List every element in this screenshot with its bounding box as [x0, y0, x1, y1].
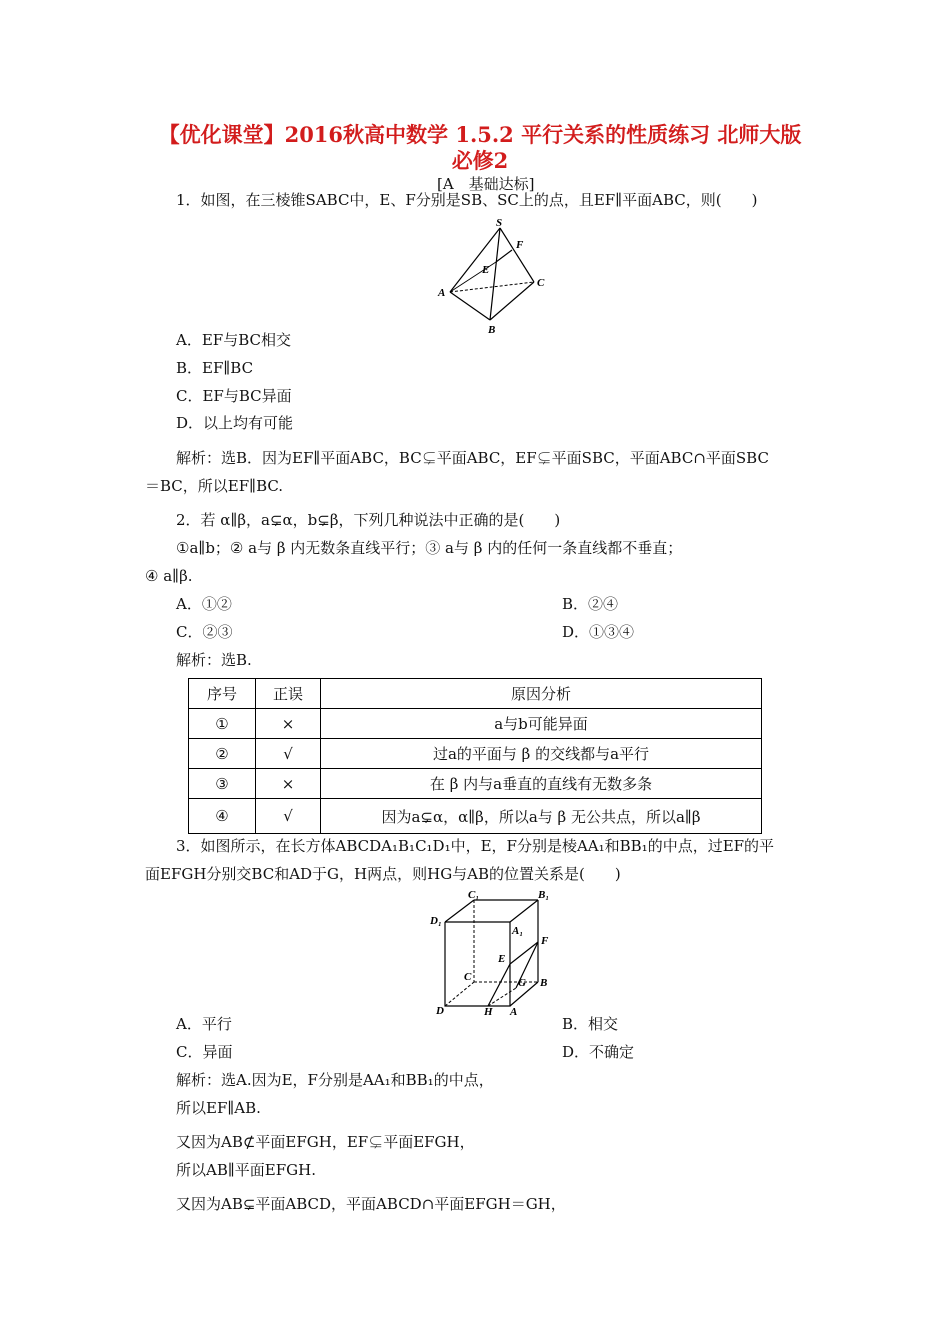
q2-stem: 2．若 α∥β，a⊊α，b⊊β，下列几种说法中正确的是( ) [176, 511, 561, 529]
label-d: D [436, 1005, 444, 1017]
q3-solution-line4: 所以AB∥平面EFGH. [176, 1161, 316, 1179]
table-header: 序号 [189, 679, 256, 709]
q2-statements-line2: ④ a∥β. [145, 567, 193, 585]
table-cell: × [256, 709, 321, 739]
q2-option-c: C．②③ [176, 623, 233, 641]
label-e: E [482, 264, 490, 276]
q3-cuboid-figure [428, 888, 558, 1018]
label-c: C [464, 971, 472, 983]
section-heading: [A 基础达标] [437, 175, 535, 193]
q3-stem-line2: 面EFGH分别交BC和AD于G，H两点，则HG与AB的位置关系是( ) [145, 865, 621, 883]
table-row [189, 769, 762, 799]
table-cell: ③ [189, 769, 256, 799]
table-header: 原因分析 [321, 679, 762, 709]
table-cell: 在 β 内与a垂直的直线有无数多条 [321, 769, 762, 799]
label-b1: B₁ [538, 889, 550, 901]
q3-solution-line2: 所以EF∥AB. [176, 1099, 261, 1117]
label-a1: A₁ [512, 925, 524, 937]
q1-option-a: A．EF与BC相交 [176, 331, 291, 349]
label-e: E [498, 953, 506, 965]
label-d1: D₁ [430, 915, 442, 927]
q3-stem-line1: 3．如图所示，在长方体ABCDA₁B₁C₁D₁中，E，F分别是棱AA₁和BB₁的中点，过EF的平 [176, 837, 775, 855]
q2-analysis-table [188, 678, 762, 834]
label-c: C [537, 277, 545, 289]
table-cell: 过a的平面与 β 的交线都与a平行 [321, 739, 762, 769]
label-c1: C₁ [468, 889, 480, 901]
table-row [189, 799, 762, 834]
q3-solution-line5: 又因为AB⊊平面ABCD，平面ABCD∩平面EFGH＝GH， [176, 1195, 566, 1213]
label-a: A [510, 1006, 518, 1018]
q3-option-a: A．平行 [176, 1015, 232, 1033]
label-b: B [488, 324, 496, 336]
label-f: F [516, 239, 524, 251]
q3-solution-line3: 又因为AB⊄平面EFGH，EF⊊平面EFGH， [176, 1133, 475, 1151]
q3-option-d: D．不确定 [562, 1043, 635, 1061]
q2-option-d: D．①③④ [562, 623, 635, 641]
q1-option-c: C．EF与BC异面 [176, 387, 292, 405]
table-cell: ④ [189, 799, 256, 834]
table-cell: ① [189, 709, 256, 739]
label-h: H [484, 1006, 493, 1018]
table-cell: a与b可能异面 [321, 709, 762, 739]
table-row [189, 709, 762, 739]
q1-tetrahedron-figure [430, 214, 560, 336]
q1-solution-line2: ＝BC，所以EF∥BC. [145, 477, 284, 495]
q2-option-a: A．①② [176, 595, 232, 613]
q3-solution-line1: 解析：选A.因为E，F分别是AA₁和BB₁的中点， [176, 1071, 494, 1089]
table-cell: × [256, 769, 321, 799]
table-cell: √ [256, 799, 321, 834]
label-b: B [540, 977, 548, 989]
table-header: 正误 [256, 679, 321, 709]
label-g: G [518, 977, 526, 989]
table-cell: √ [256, 739, 321, 769]
page-title: 【优化课堂】2016秋高中数学 1.5.2 平行关系的性质练习 北师大版必修2 [158, 122, 802, 173]
table-header-row [189, 679, 762, 709]
label-s: S [496, 217, 503, 229]
table-cell: 因为a⊊α，α∥β，所以a与 β 无公共点，所以a∥β [321, 799, 762, 834]
label-f: F [541, 935, 549, 947]
q2-statements-line1: ①a∥b；② a与 β 内无数条直线平行；③ a与 β 内的任何一条直线都不垂直； [176, 539, 683, 557]
q3-option-c: C．异面 [176, 1043, 233, 1061]
q3-option-b: B．相交 [562, 1015, 619, 1033]
label-a: A [438, 287, 446, 299]
table-cell: ② [189, 739, 256, 769]
q2-option-b: B．②④ [562, 595, 619, 613]
q1-option-b: B．EF∥BC [176, 359, 254, 377]
q2-solution: 解析：选B. [176, 651, 252, 669]
q1-stem: 1．如图，在三棱锥SABC中，E、F分别是SB、SC上的点，且EF∥平面ABC，则( ) [176, 191, 758, 209]
q1-option-d: D．以上均有可能 [176, 414, 294, 432]
table-row [189, 739, 762, 769]
q1-solution-line1: 解析：选B．因为EF∥平面ABC，BC⊊平面ABC，EF⊊平面SBC，平面ABC∩平面SBC [176, 449, 769, 467]
